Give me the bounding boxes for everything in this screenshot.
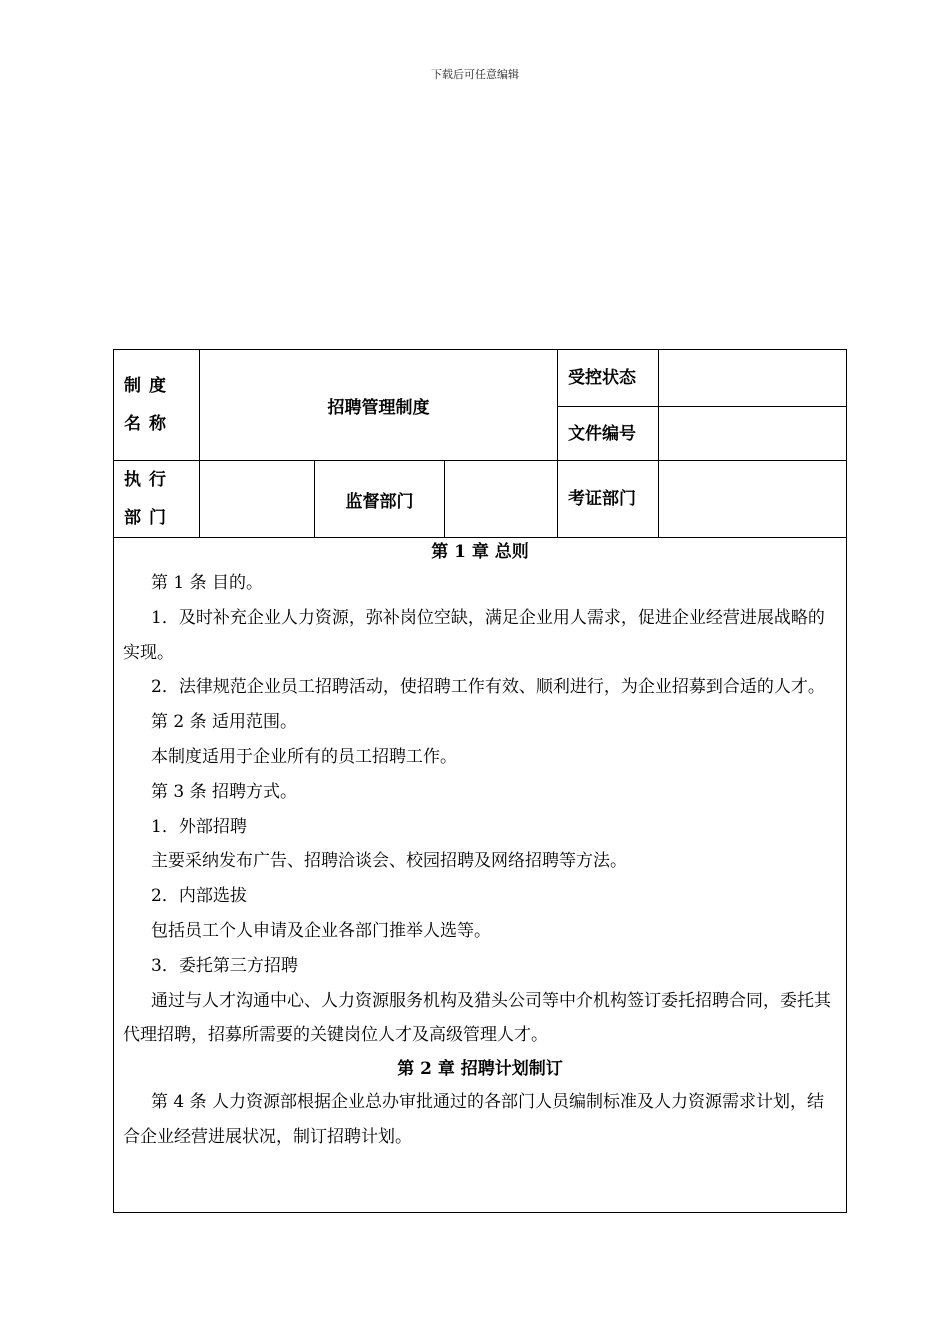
article-heading: 第 4 条 人力资源部根据企业总办审批通过的各部门人员编制标准及人力资源需求计划，结合企业经营进展状况，制订招聘计划。 xyxy=(123,1092,825,1147)
paragraph: 通过与人才沟通中心、人力资源服务机构及猎头公司等中介机构签订委托招聘合同，委托其代理招聘，招募所需要的关键岗位人才及高级管理人才。 xyxy=(123,990,831,1046)
list-item: 1．外部招聘 xyxy=(151,816,247,837)
chapter-heading: 第 1 章 总则 xyxy=(431,542,529,562)
regulation-content xyxy=(114,538,847,1213)
regulation-form-table xyxy=(113,349,847,1213)
control-status-value[interactable] xyxy=(659,350,847,407)
supervising-department-value[interactable] xyxy=(445,461,558,538)
executing-department-value[interactable] xyxy=(200,461,315,538)
paragraph: 2．法律规范企业员工招聘活动，使招聘工作有效、顺利进行，为企业招募到合适的人才。 xyxy=(151,677,825,698)
label-control-status: 受控状态 xyxy=(558,350,659,407)
paragraph: 包括员工个人申请及企业各部门推举人选等。 xyxy=(151,920,491,941)
list-item: 2．内部选拔 xyxy=(151,886,247,907)
regulation-name-value: 招聘管理制度 xyxy=(200,350,558,461)
label-executing-department: 执行部门 xyxy=(114,461,200,538)
label-document-number: 文件编号 xyxy=(558,407,659,461)
article-heading: 第 3 条 招聘方式。 xyxy=(151,781,298,802)
list-item: 3．委托第三方招聘 xyxy=(151,955,298,976)
label-supervising-department: 监督部门 xyxy=(315,461,445,538)
paragraph: 1．及时补充企业人力资源，弥补岗位空缺，满足企业用人需求，促进企业经营进展战略的实现。 xyxy=(123,607,825,663)
header-note: 下载后可任意编辑 xyxy=(431,68,519,81)
audit-department-value[interactable] xyxy=(659,461,847,538)
article-heading: 第 2 条 适用范围。 xyxy=(151,712,298,733)
label-regulation-name: 制度名称 xyxy=(114,350,200,461)
paragraph: 本制度适用于企业所有的员工招聘工作。 xyxy=(151,746,457,767)
chapter-heading: 第 2 章 招聘计划制订 xyxy=(397,1059,563,1080)
article-heading: 第 1 条 目的。 xyxy=(151,573,264,593)
document-number-value[interactable] xyxy=(659,407,847,461)
paragraph: 主要采纳发布广告、招聘洽谈会、校园招聘及网络招聘等方法。 xyxy=(151,851,627,872)
label-audit-department: 考证部门 xyxy=(558,461,659,538)
